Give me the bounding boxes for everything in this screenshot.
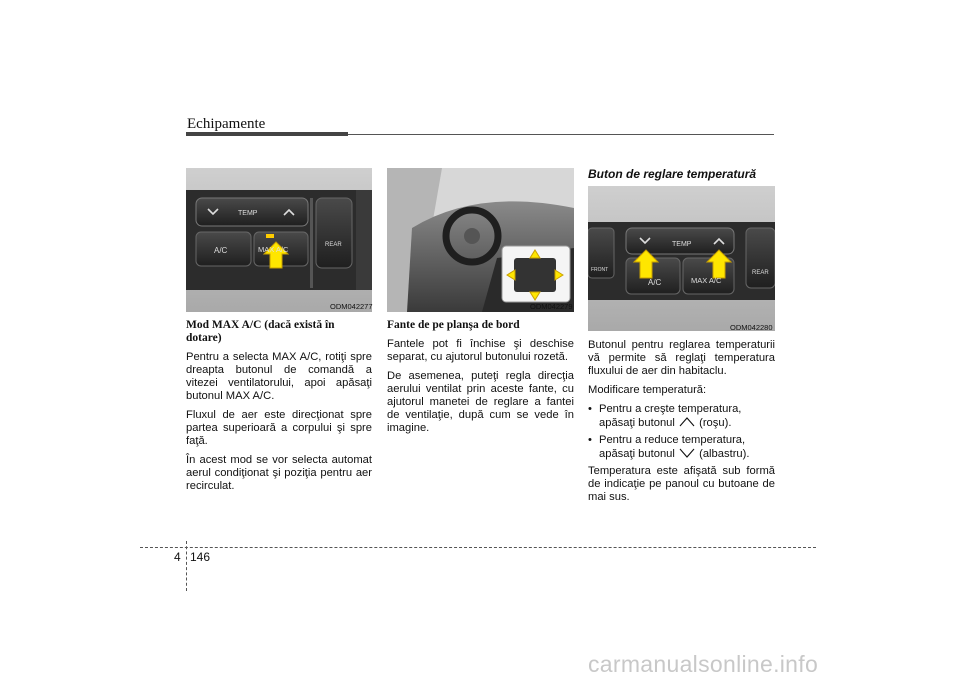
label-rear: REAR [325,242,342,248]
chevron-down-icon [678,447,696,458]
footer-vertical-rule [186,541,187,591]
watermark: carmanualsonline.info [588,651,819,677]
chapter-number: 4 [174,550,181,564]
heading-max-ac: Mod MAX A/C (dacă există în dotare) [186,319,335,344]
bullet-decrease [588,434,775,461]
heading-temp: Buton de reglare temperatură [588,167,757,181]
label-max-ac: MAX A/C [258,245,289,254]
paragraph: Pentru a selecta MAX A/C, rotiţi spre dreapta butonul de comandă a vitezei ventilatorului, apoi apăsaţi butonul MAX A/C. [186,351,372,402]
label-ac: A/C [648,278,662,287]
label-rear: REAR [752,270,769,276]
paragraph: Temperatura este afişată sub formă de indicaţie pe panoul cu butoane de mai sus. [588,465,775,503]
figure-dashboard-vents [387,168,574,312]
paragraph: Modificare temperatură: [588,384,707,396]
header-bar [186,132,348,136]
figure-code: ODM042277 [330,302,373,311]
bullet-text: • Pentru a creşte temperatura, [599,403,742,415]
paragraph: Fantele pot fi închise şi deschise separat, cu ajutorul butonului rozetă. [387,338,574,363]
figure-max-ac-panel [186,168,372,312]
column-max-ac [186,319,372,499]
figure-code: ODM042280 [730,323,773,332]
bullet-text: (albastru). [699,448,750,460]
chevron-up-icon [678,416,696,427]
label-front: FRONT [591,267,609,273]
paragraph: În acest mod se vor selecta automat aerul condiţionat şi poziţia pentru aer recirculat. [186,454,372,492]
section-title: Echipamente [187,116,266,132]
column-temp [588,339,775,510]
footer-rule [140,547,816,548]
header-rule [348,134,774,135]
label-ac: A/C [214,246,228,255]
column-vents [387,319,574,441]
paragraph: De asemenea, puteţi regla direcţia aerului ventilat prin aceste fante, cu ajutorul manetei de reglare a fantei de ventilaţie, după cum se vede în imagine. [387,370,574,434]
bullet-text: apăsaţi butonul [599,417,675,429]
page-number: 146 [190,550,211,564]
label-temp: TEMP [238,210,258,217]
bullet-text: (roşu). [699,417,732,429]
label-max-ac: MAX A/C [691,276,722,285]
bullet-text: • Pentru a reduce temperatura, [599,434,746,446]
figure-code: ODM042279 [530,302,573,311]
paragraph: Butonul pentru reglarea temperaturii vă permite să reglaţi temperatura fluxului de aer din habitaclu. [588,339,775,377]
figure-temp-panel [588,186,775,331]
column-temp-heading [588,168,775,182]
bullet-text: apăsaţi butonul [599,448,675,460]
heading-vents: Fante de pe planşa de bord [387,319,520,331]
paragraph: Fluxul de aer este direcţionat spre partea superioară a corpului şi spre faţă. [186,409,372,447]
label-temp: TEMP [672,241,692,248]
bullet-increase [588,403,775,430]
